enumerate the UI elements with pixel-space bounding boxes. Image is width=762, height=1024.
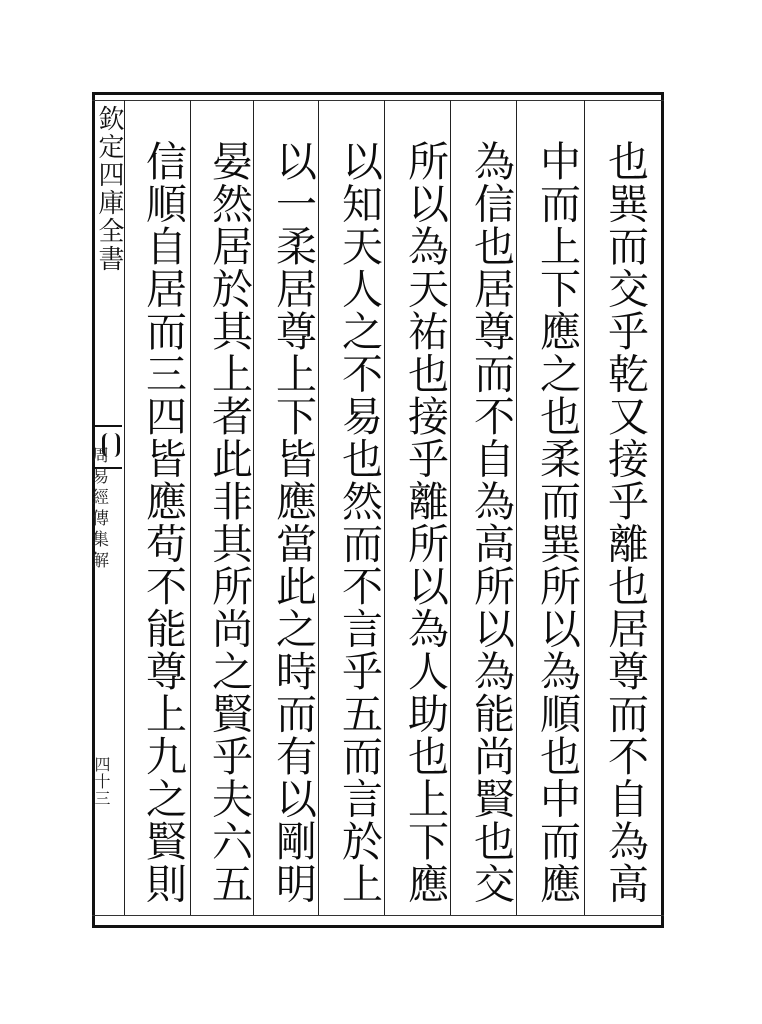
page-number: 四十三 bbox=[92, 756, 111, 807]
text-column-2: 中而上下應之也柔而巽所以為順也中而應 bbox=[533, 140, 581, 905]
text-column-8: 信順自居而三四皆應苟不能尊上九之賢則 bbox=[139, 140, 187, 905]
text-column-3: 為信也居尊而不自為高所以為能尚賢也交 bbox=[467, 140, 515, 905]
book-title: 周易經傳集解 bbox=[88, 446, 108, 572]
text-column-1: 也巽而交乎乾又接乎離也居尊而不自為高 bbox=[601, 140, 649, 905]
text-column-7: 晏然居於其上者此非其所尚之賢乎夫六五 bbox=[205, 140, 253, 905]
column-rule bbox=[124, 100, 125, 915]
text-column-6: 以一柔居尊上下皆應當此之時而有以剛明 bbox=[269, 140, 317, 905]
bottom-rule bbox=[92, 915, 664, 916]
collection-title: 欽定四庫全書 bbox=[94, 105, 124, 273]
text-column-5: 以知天人之不易也然而不言乎五而言於上 bbox=[335, 140, 383, 905]
top-rule bbox=[92, 100, 664, 101]
text-column-4: 所以為天祐也接乎離所以為人助也上下應 bbox=[401, 140, 449, 905]
